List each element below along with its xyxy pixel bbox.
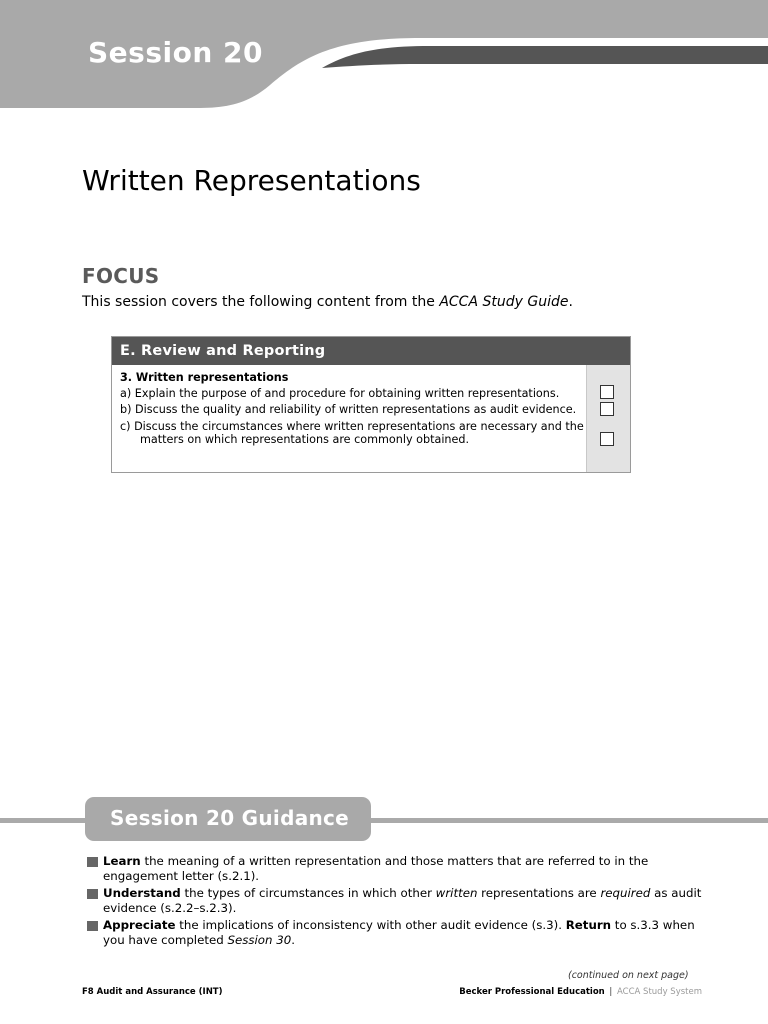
study-guide-item-c: c) Discuss the circumstances where written representations are necessary and the matters on which representations are commonly obtained. <box>120 419 584 446</box>
guidance-keyword: Understand <box>103 886 181 900</box>
checkbox-item-b[interactable] <box>600 402 614 416</box>
guidance-text: representations are <box>477 886 601 900</box>
checkbox-item-c[interactable] <box>600 432 614 446</box>
guidance-list <box>86 854 706 950</box>
guidance-item <box>86 854 706 884</box>
guidance-text: . <box>291 933 295 947</box>
study-guide-box <box>111 336 631 473</box>
study-guide-section-heading: E. Review and Reporting <box>112 337 630 365</box>
focus-intro <box>82 294 573 310</box>
checkbox-item-a[interactable] <box>600 385 614 399</box>
footer-system-name: ACCA Study System <box>617 987 702 997</box>
guidance-text: the implications of inconsistency with other audit evidence (s.3). <box>175 918 566 932</box>
study-guide-text <box>120 371 588 450</box>
study-guide-item-b: b) Discuss the quality and reliability of written representations as audit evidence. <box>120 403 577 416</box>
session-title: Session 20 <box>88 36 263 69</box>
square-bullet-icon <box>87 889 98 899</box>
study-guide-item-a: a) Explain the purpose of and procedure for obtaining written representations. <box>120 386 560 400</box>
study-guide-subheading: 3. Written representations <box>120 371 289 384</box>
footer-course-title: F8 Audit and Assurance (INT) <box>82 987 223 997</box>
header-dark-swoosh <box>322 46 768 68</box>
checkbox-column <box>586 365 630 472</box>
guidance-item <box>86 886 706 916</box>
guidance-emphasis: written <box>435 886 478 900</box>
guidance-title: Session 20 Guidance <box>110 806 350 830</box>
continued-note: (continued on next page) <box>568 970 689 981</box>
guidance-text: the meaning of a written representation and those matters that are referred to in the engagement letter (s.2.1). <box>103 854 649 883</box>
guidance-keyword: Appreciate <box>103 918 176 932</box>
focus-intro-prefix: This session covers the following content from the <box>82 294 440 310</box>
guidance-text: the types of circumstances in which other <box>180 886 436 900</box>
guidance-emphasis: required <box>600 886 651 900</box>
square-bullet-icon <box>87 921 98 931</box>
page-title: Written Representations <box>82 164 421 197</box>
guidance-text: as audit evidence (s.2.2–s.2.3). <box>103 886 702 915</box>
focus-intro-italic: ACCA Study Guide <box>439 294 569 310</box>
guidance-emphasis: Session 30 <box>227 933 292 947</box>
focus-heading: FOCUS <box>82 264 160 288</box>
footer-publisher <box>459 987 702 997</box>
study-guide-body <box>112 365 630 472</box>
focus-intro-suffix: . <box>568 294 573 310</box>
square-bullet-icon <box>87 857 98 867</box>
footer-separator: | <box>609 987 613 997</box>
guidance-keyword: Learn <box>103 854 141 868</box>
guidance-keyword: Return <box>565 918 612 932</box>
footer-publisher-name: Becker Professional Education <box>459 987 605 997</box>
guidance-item <box>86 918 706 948</box>
guidance-text: to s.3.3 when you have completed <box>103 918 695 947</box>
